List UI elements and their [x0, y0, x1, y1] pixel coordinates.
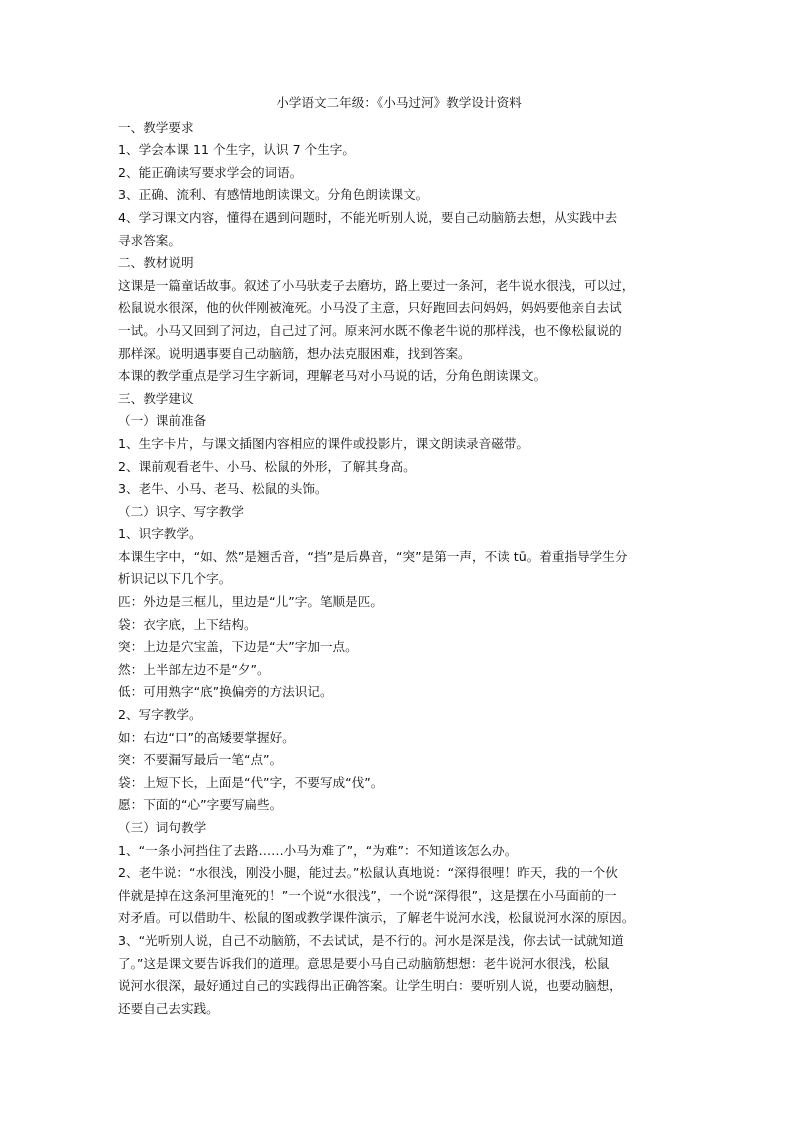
- text-line: 那样深。说明遇事要自己动脑筋，想办法克服困难，找到答案。: [118, 345, 471, 361]
- document-title: 小学语文二年级：《小马过河》教学设计资料: [276, 95, 522, 110]
- text-line: 突：不要漏写最后一笔“点”。: [118, 752, 283, 768]
- text-line: 析识记以下几个字。: [118, 571, 232, 587]
- text-line: 如：右边“口”的高矮要掌握好。: [118, 729, 295, 745]
- document-body: [118, 117, 680, 1021]
- text-line: 匹：外边是三框儿，里边是“儿”字。笔顺是匹。: [118, 594, 383, 610]
- text-line: 一、教学要求: [118, 119, 194, 135]
- text-line: 2、老牛说：“水很浅，刚没小腿，能过去。”松鼠认真地说：“深得很哩！昨天，我的一个伙: [118, 865, 618, 881]
- text-line: （一）课前准备: [118, 413, 207, 429]
- text-line: 低：可用熟字“底”换偏旁的方法识记。: [118, 684, 333, 700]
- text-line: 本课的教学重点是学习生字新词，理解老马对小马说的话，分角色朗读课文。: [118, 368, 547, 384]
- text-line: 二、教材说明: [118, 255, 194, 271]
- text-line: 愿：下面的“心”字要写扁些。: [118, 797, 283, 813]
- text-line: 1、生字卡片，与课文插图内容相应的课件或投影片，课文朗读录音磁带。: [118, 435, 530, 451]
- text-line: 2、能正确读写要求学会的词语。: [118, 164, 303, 180]
- text-line: 松鼠说水很深，他的伙伴刚被淹死。小马没了主意，只好跑回去问妈妈，妈妈要他亲自去试: [118, 300, 622, 316]
- text-line: 3、老牛、小马、老马、松鼠的头饰。: [118, 481, 328, 497]
- text-line: 然：上半部左边不是“夕”。: [118, 661, 270, 677]
- text-line: 突：上边是穴宝盖，下边是“大”字加一点。: [118, 639, 358, 655]
- text-line: （二）识字、写字教学: [118, 503, 244, 519]
- document-page: [118, 92, 680, 1020]
- text-line: 本课生字中，“如、然”是翘舌音，“挡”是后鼻音，“突”是第一声，不读 tū。着重指导学生分: [118, 548, 628, 564]
- text-line: 袋：衣字底，上下结构。: [118, 616, 257, 632]
- text-line: 4、学习课文内容，懂得在遇到问题时，不能光听别人说，要自己动脑筋去想，从实践中去: [118, 209, 618, 225]
- text-line: 袋：上短下长，上面是“代”字，不要写成“伐”。: [118, 774, 384, 790]
- text-line: 说河水很深，最好通过自己的实践得出正确答案。让学生明白：要听别人说，也要动脑想，: [118, 978, 622, 994]
- text-line: 了。”这是课文要告诉我们的道理。意思是要小马自己动脑筋想想：老牛说河水很浅，松鼠: [118, 955, 610, 971]
- text-line: 这课是一篇童话故事。叙述了小马驮麦子去磨坊，路上要过一条河，老牛说水很浅，可以过，: [118, 277, 635, 293]
- text-line: 2、写字教学。: [118, 707, 202, 723]
- text-line: 三、教学建议: [118, 390, 194, 406]
- text-line: 一试。小马又回到了河边，自己过了河。原来河水既不像老牛说的那样浅，也不像松鼠说的: [118, 322, 622, 338]
- text-line: 对矛盾。可以借助牛、松鼠的图或教学课件演示，了解老牛说河水浅，松鼠说河水深的原因。: [118, 910, 635, 926]
- text-line: 1、学会本课 11 个生字，认识 7 个生字。: [118, 142, 355, 158]
- text-line: 伴就是掉在这条河里淹死的！”一个说“水很浅”，一个说“深得很”，这是摆在小马面前的一: [118, 887, 617, 903]
- text-line: 还要自己去实践。: [118, 1000, 219, 1016]
- text-line: （三）词句教学: [118, 820, 207, 835]
- text-line: 3、“光听别人说，自己不动脑筋，不去试试，是不行的。河水是深是浅，你去试一试就知道: [118, 932, 624, 948]
- text-line: 1、识字教学。: [118, 526, 202, 542]
- text-line: 寻求答案。: [118, 232, 181, 248]
- text-line: 3、正确、流利、有感情地朗读课文。分角色朗读课文。: [118, 187, 429, 203]
- text-line: 2、课前观看老牛、小马、松鼠的外形，了解其身高。: [118, 458, 416, 474]
- text-line: 1、“一条小河挡住了去路……小马为难了”，“为难”：不知道该怎么办。: [118, 842, 518, 858]
